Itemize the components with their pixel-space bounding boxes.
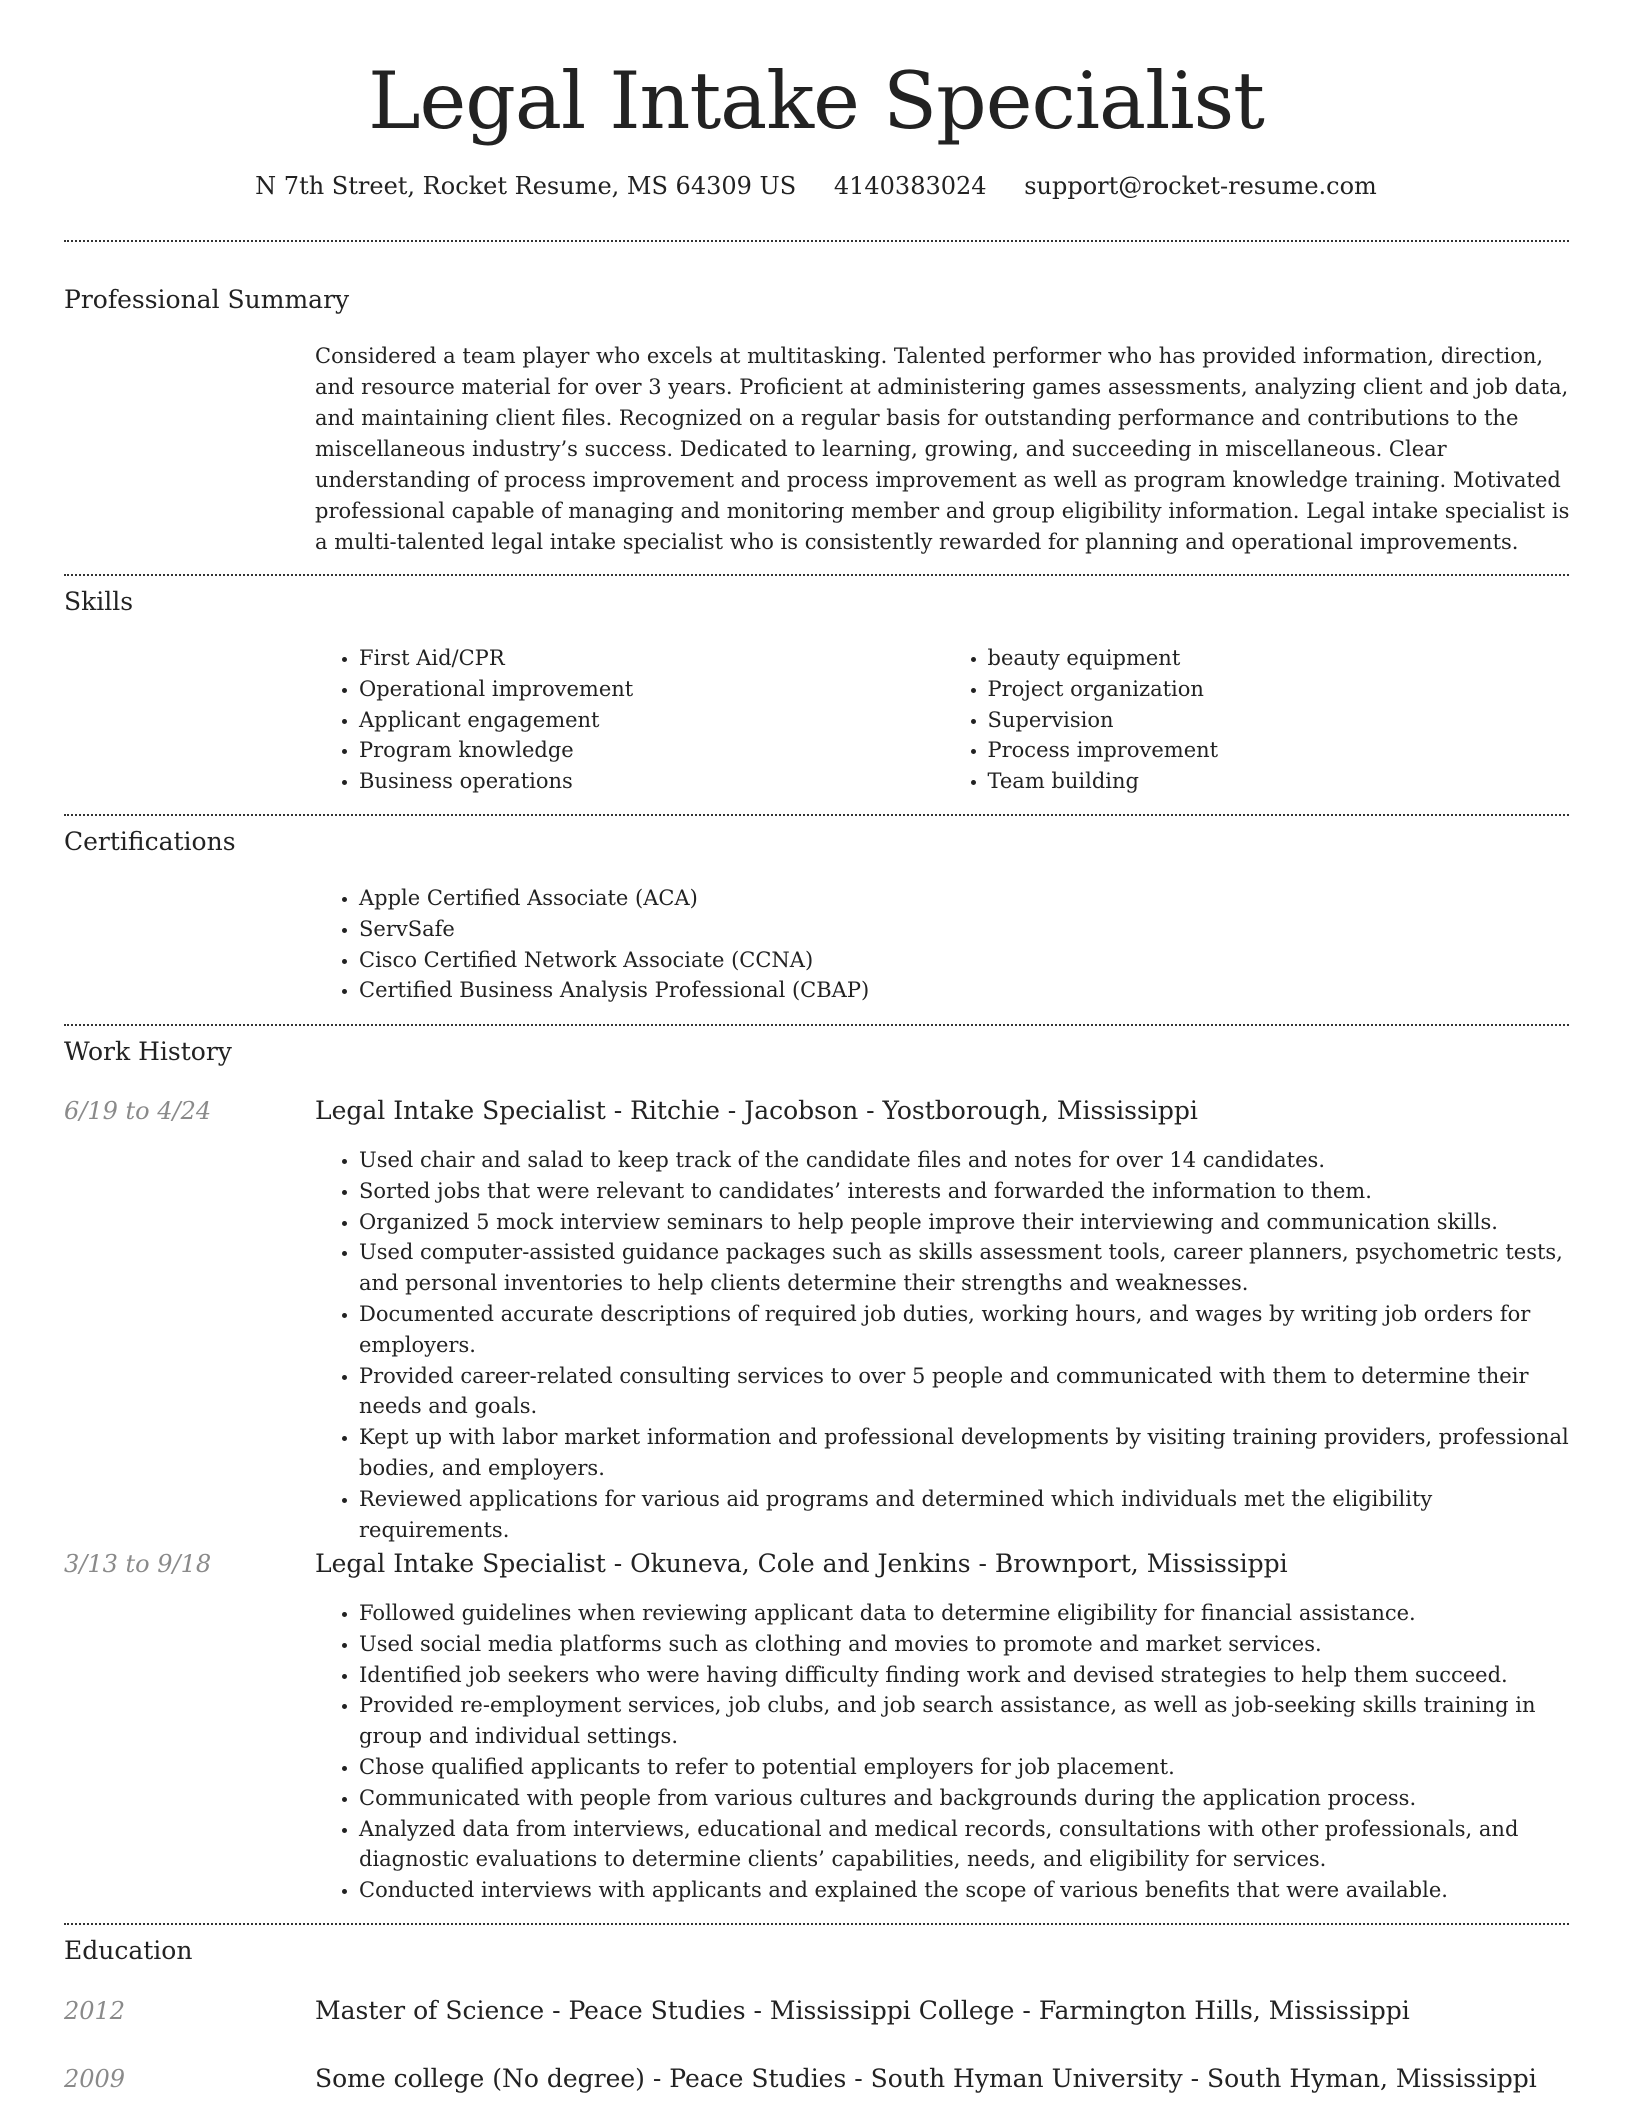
job-bullet: • Followed guidelines when reviewing applicant data to determine eligibility for financial assistance. <box>359 1598 1572 1629</box>
section-divider <box>64 1923 1569 1925</box>
education-year: 2009 <box>64 2065 126 2093</box>
job-bullet: • Conducted interviews with applicants and explained the scope of various benefits that were available. <box>359 1875 1572 1906</box>
job-bullet: • Provided re-employment services, job clubs, and job search assistance, as well as job-seeking skills training in group and individual settings. <box>359 1690 1572 1752</box>
job-bullet: • Used chair and salad to keep track of the candidate files and notes for over 14 candidates. <box>359 1145 1572 1176</box>
job-heading: Legal Intake Specialist - Ritchie - Jacobson - Yostborough, Mississippi <box>315 1096 1198 1125</box>
contact-line <box>0 168 1632 204</box>
job-bullet: • Communicated with people from various cultures and backgrounds during the application process. <box>359 1783 1572 1814</box>
job-bullet: • Organized 5 mock interview seminars to help people improve their interviewing and communication skills. <box>359 1207 1572 1238</box>
section-divider <box>64 240 1569 242</box>
address: N 7th Street, Rocket Resume, MS 64309 US <box>255 172 797 200</box>
certification-item: • ServSafe <box>359 914 1572 945</box>
job-bullet: • Reviewed applications for various aid programs and determined which individuals met the eligibility requirements. <box>359 1484 1572 1546</box>
job-bullet: • Identified job seekers who were having difficulty finding work and devised strategies to help them succeed. <box>359 1660 1572 1691</box>
summary-text: Considered a team player who excels at multitasking. Talented performer who has provided information, direction, and resource material for over 3 years. Proficient at administering games assessments, analyzing client and job data, and maintaining client files. Recognized on a regular basis for outstanding performance and contributions to the miscellaneous industry’s success. Dedicated to learning, growing, and succeeding in miscellaneous. Clear understanding of process improvement and process improvement as well as program knowledge training. Motivated professional capable of managing and monitoring member and group eligibility information. Legal intake specialist is a multi-talented legal intake specialist who is consistently rewarded for planning and operational improvements. <box>315 344 1570 554</box>
job-heading: Legal Intake Specialist - Okuneva, Cole and Jenkins - Brownport, Mississippi <box>315 1549 1288 1578</box>
skills-title: Skills <box>64 587 134 616</box>
job-bullet: • Used computer-assisted guidance packages such as skills assessment tools, career planners, psychometric tests, and personal inventories to help clients determine their strengths and weaknesses. <box>359 1237 1572 1299</box>
job-bullet: • Provided career-related consulting services to over 5 people and communicated with them to determine their needs and goals. <box>359 1361 1572 1423</box>
skill-item: • Supervision <box>988 705 1573 736</box>
skills-column-left <box>315 643 944 797</box>
skill-item: • beauty equipment <box>988 643 1573 674</box>
candidate-name: Legal Intake Specialist <box>368 55 1264 147</box>
job-bullets <box>315 1145 1572 1545</box>
work-history-title: Work History <box>64 1037 232 1066</box>
section-divider <box>64 1024 1569 1026</box>
education-degree: Some college (No degree) - Peace Studies - South Hyman University - South Hyman, Mississippi <box>315 2064 1537 2093</box>
skill-item: • Business operations <box>359 766 944 797</box>
skills-list <box>315 643 1572 797</box>
summary-title: Professional Summary <box>64 285 350 314</box>
job-bullet: • Kept up with labor market information and professional developments by visiting training providers, professional bodies, and employers. <box>359 1422 1572 1484</box>
job-bullet: • Analyzed data from interviews, educational and medical records, consultations with other professionals, and diagnostic evaluations to determine clients’ capabilities, needs, and eligibility for services. <box>359 1814 1572 1876</box>
email: support@rocket-resume.com <box>1024 172 1377 200</box>
section-divider <box>64 574 1569 576</box>
section-divider <box>64 814 1569 816</box>
skill-item: • Program knowledge <box>359 735 944 766</box>
skill-item: • Process improvement <box>988 735 1573 766</box>
job-dates: 3/13 to 9/18 <box>64 1550 212 1578</box>
education-title: Education <box>64 1936 193 1965</box>
education-year: 2012 <box>64 1997 126 2025</box>
certifications-title: Certifications <box>64 827 236 856</box>
job-bullet: • Sorted jobs that were relevant to candidates’ interests and forwarded the information to them. <box>359 1176 1572 1207</box>
skill-item: • First Aid/CPR <box>359 643 944 674</box>
education-degree: Master of Science - Peace Studies - Mississippi College - Farmington Hills, Mississippi <box>315 1996 1410 2025</box>
certification-item: • Cisco Certified Network Associate (CCNA) <box>359 945 1572 976</box>
certification-item: • Certified Business Analysis Professional (CBAP) <box>359 975 1572 1006</box>
skill-item: • Operational improvement <box>359 674 944 705</box>
certification-item: • Apple Certified Associate (ACA) <box>359 883 1572 914</box>
job-dates: 6/19 to 4/24 <box>64 1097 212 1125</box>
skill-item: • Project organization <box>988 674 1573 705</box>
job-bullet: • Documented accurate descriptions of required job duties, working hours, and wages by writing job orders for employers. <box>359 1299 1572 1361</box>
job-bullets <box>315 1598 1572 1906</box>
skill-item: • Team building <box>988 766 1573 797</box>
certifications-list <box>315 883 1572 1006</box>
phone: 4140383024 <box>833 172 987 200</box>
job-bullet: • Chose qualified applicants to refer to potential employers for job placement. <box>359 1752 1572 1783</box>
skill-item: • Applicant engagement <box>359 705 944 736</box>
skills-column-right <box>944 643 1573 797</box>
job-bullet: • Used social media platforms such as clothing and movies to promote and market services. <box>359 1629 1572 1660</box>
